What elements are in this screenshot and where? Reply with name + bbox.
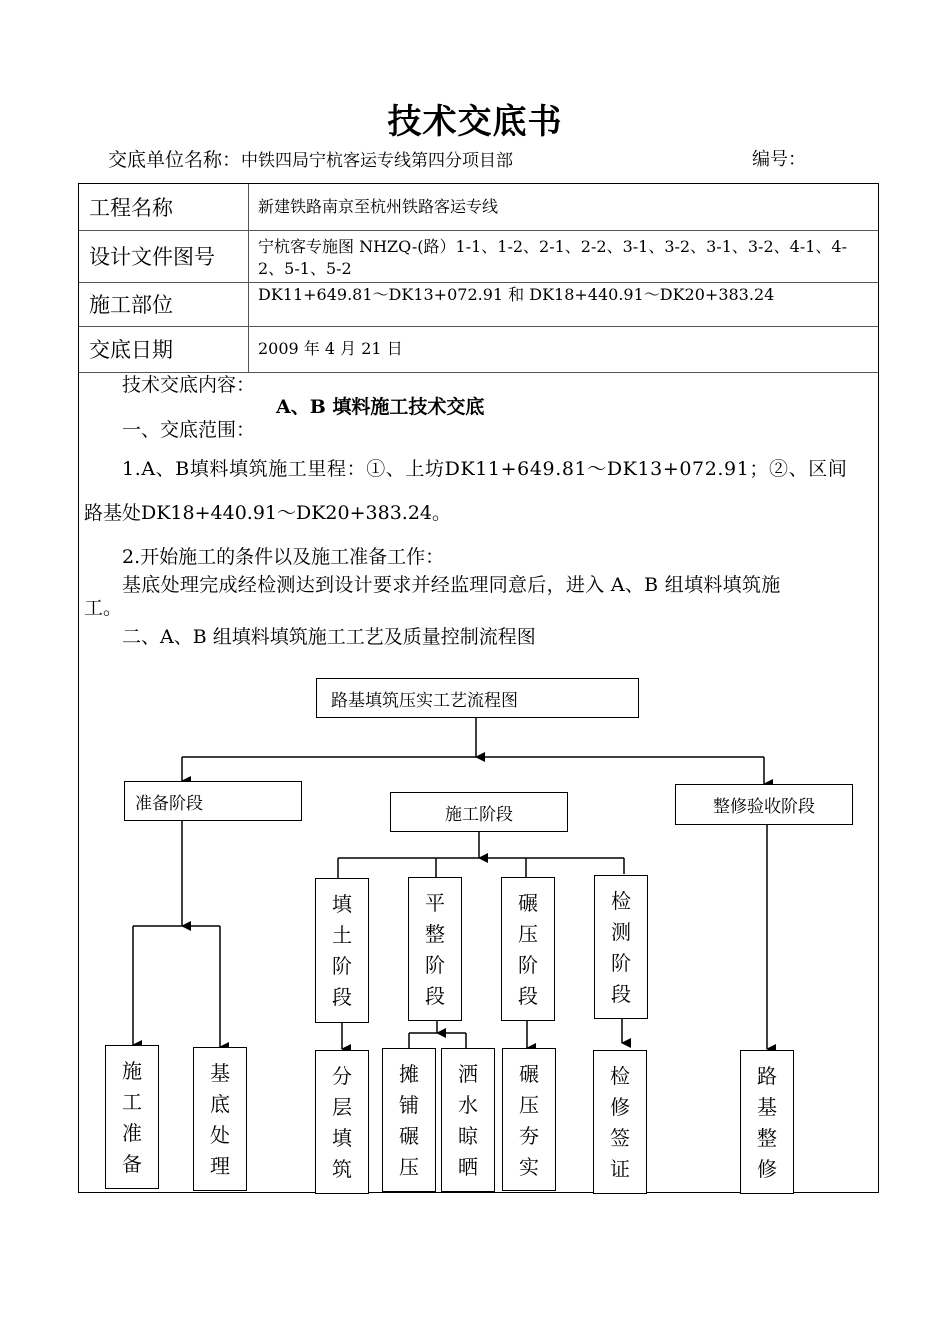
row-value: 2009 年 4 月 21 日 bbox=[258, 339, 403, 358]
item1-line2: 路基处DK18+440.91～DK20+383.24。 bbox=[84, 502, 452, 524]
row-value: DK11+649.81～DK13+072.91 和 DK18+440.91～DK20+383.24 bbox=[258, 285, 775, 304]
flow-leaf-layered-fill: 分 层 填 筑 bbox=[315, 1050, 369, 1194]
flow-leaf-spread-roll: 摊 铺 碾 压 bbox=[382, 1048, 436, 1192]
flow-substage-fill: 填 土 阶 段 bbox=[315, 878, 369, 1023]
flow-substage-compact: 碾 压 阶 段 bbox=[501, 877, 555, 1021]
row-label: 交底日期 bbox=[79, 326, 249, 372]
row-construction-location bbox=[79, 282, 878, 327]
section1-heading: 一、交底范围： bbox=[122, 419, 256, 441]
unit-line bbox=[108, 148, 513, 173]
item2-body-line1: 基底处理完成经检测达到设计要求并经监理同意后，进入 A、B 组填料填筑施 bbox=[122, 574, 781, 596]
item2-body-line2: 工。 bbox=[84, 597, 123, 619]
flow-substage-inspect: 检 测 阶 段 bbox=[594, 875, 648, 1019]
flow-leaf-inspect-signoff: 检 修 签 证 bbox=[593, 1050, 647, 1194]
flow-leaf-construction-prep: 施 工 准 备 bbox=[105, 1045, 159, 1189]
row-label: 设计文件图号 bbox=[79, 230, 249, 282]
unit-value: 中铁四局宁杭客运专线第四分项目部 bbox=[241, 151, 514, 171]
flow-finish-stage-box: 整修验收阶段 bbox=[675, 784, 853, 825]
flow-prep-stage-box: 准备阶段 bbox=[124, 781, 302, 821]
flow-leaf-subgrade-trim: 路 基 整 修 bbox=[740, 1050, 794, 1194]
row-value: 宁杭客专施图 NHZQ-(路）1-1、1-2、2-1、2-2、3-1、3-2、3-1、3-2、4-1、4-2、5-1、5-2 bbox=[258, 237, 847, 278]
flow-substage-level: 平 整 阶 段 bbox=[408, 877, 462, 1021]
item1-line1: 1.A、B填料填筑施工里程：①、上坊DK11+649.81～DK13+072.91；②、区间 bbox=[122, 458, 848, 480]
row-project-name bbox=[79, 184, 878, 231]
flow-leaf-compact-tamp: 碾 压 夯 实 bbox=[502, 1048, 556, 1191]
section2-heading: 二、A、B 组填料填筑施工工艺及质量控制流程图 bbox=[122, 626, 536, 648]
flow-root-box: 路基填筑压实工艺流程图 bbox=[316, 678, 639, 718]
flow-leaf-base-treatment: 基 底 处 理 bbox=[193, 1047, 247, 1191]
row-disclosure-date bbox=[79, 326, 878, 373]
content-subtitle: A、B 填料施工技术交底 bbox=[276, 396, 485, 418]
flow-leaf-water-dry: 洒 水 晾 晒 bbox=[441, 1048, 495, 1192]
row-label: 工程名称 bbox=[79, 184, 249, 230]
row-label: 施工部位 bbox=[79, 282, 249, 326]
row-value: 新建铁路南京至杭州铁路客运专线 bbox=[258, 197, 499, 216]
document-title: 技术交底书 bbox=[387, 102, 563, 142]
item2-heading: 2.开始施工的条件以及施工准备工作： bbox=[122, 546, 445, 568]
content-intro-label: 技术交底内容： bbox=[122, 374, 256, 396]
flow-construct-stage-box: 施工阶段 bbox=[390, 792, 568, 832]
row-design-drawing bbox=[79, 230, 878, 283]
serial-label: 编号： bbox=[752, 149, 806, 170]
unit-label: 交底单位名称： bbox=[108, 149, 242, 171]
